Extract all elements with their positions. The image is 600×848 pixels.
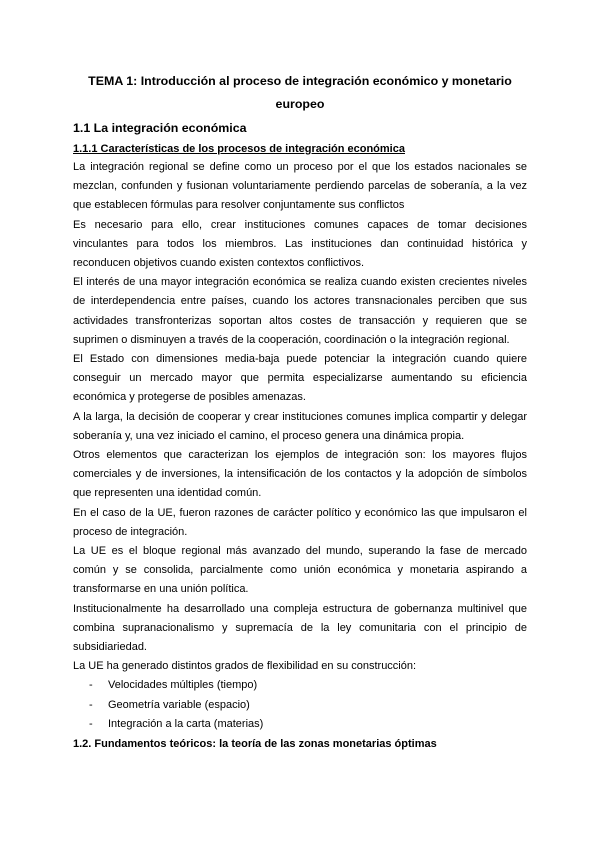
paragraph: El interés de una mayor integración económica se realiza cuando existen crecientes niveles de interdependencia entre países, cuando los actores transnacionales perciben que sus actividades transfronterizas soportan altos costes de transacción y requieren que se suprimen o disminuyen a través de la cooperación, coordinación o la integración regional.: [73, 276, 527, 346]
paragraph: La UE ha generado distintos grados de flexibilidad en su construcción:: [73, 660, 417, 673]
paragraph: La integración regional se define como un proceso por el que los estados nacionales se mezclan, confunden y fusionan voluntariamente perdiendo parcelas de soberanía, a la vez que establecen fórmulas para resolver conjuntamente sus conflictos: [73, 161, 527, 212]
list-bullet: -: [89, 717, 93, 730]
list-item-text: Velocidades múltiples (tiempo): [108, 679, 258, 692]
list-item-text: Integración a la carta (materias): [108, 717, 264, 730]
flexibility-list: [73, 676, 527, 734]
paragraph: Es necesario para ello, crear instituciones comunes capaces de tomar decisiones vinculantes para todos los miembros. Las instituciones dan continuidad histórica y reconducen objetivos cuando existen contextos conflictivos.: [73, 218, 527, 270]
paragraph: La UE es el bloque regional más avanzado del mundo, superando la fase de mercado común y se consolida, parcialmente como unión económica y monetaria aspirando a transformarse en una unión política.: [73, 545, 527, 596]
list-item: [73, 715, 527, 734]
list-bullet: -: [89, 698, 93, 711]
paragraph: Otros elementos que caracterizan los ejemplos de integración son: los mayores flujos comerciales y de inversiones, la intensificación de los contactos y la adopción de símbolos que representen una identidad común.: [73, 449, 527, 500]
list-item-text: Geometría variable (espacio): [108, 698, 250, 711]
list-bullet: -: [89, 679, 93, 692]
list-item: [73, 676, 527, 695]
section-heading-1-2: 1.2. Fundamentos teóricos: la teoría de las zonas monetarias óptimas: [73, 738, 437, 751]
paragraph: El Estado con dimensiones media-baja puede potenciar la integración cuando quiere conseguir un mercado mayor que permita especializarse aumentando su eficiencia económica y protegerse de posibles amenazas.: [73, 353, 527, 404]
document-page: [73, 70, 527, 754]
document-title: TEMA 1: Introducción al proceso de integración económico y monetario europeo: [88, 74, 512, 111]
paragraph: A la larga, la decisión de cooperar y crear instituciones comunes implica compartir y delegar soberanía y, una vez iniciado el camino, el proceso genera una dinámica propia.: [73, 410, 527, 442]
paragraph: En el caso de la UE, fueron razones de carácter político y económico las que impulsaron el proceso de integración.: [73, 506, 527, 538]
subsection-heading-1-1-1: 1.1.1 Características de los procesos de integración económica: [73, 143, 405, 155]
paragraph: Institucionalmente ha desarrollado una compleja estructura de gobernanza multinivel que combina supranacionalismo y supremacía de la ley comunitaria con el principio de subsidiariedad.: [73, 602, 527, 654]
list-item: [73, 696, 527, 715]
section-heading-1-1: 1.1 La integración económica: [73, 121, 247, 135]
